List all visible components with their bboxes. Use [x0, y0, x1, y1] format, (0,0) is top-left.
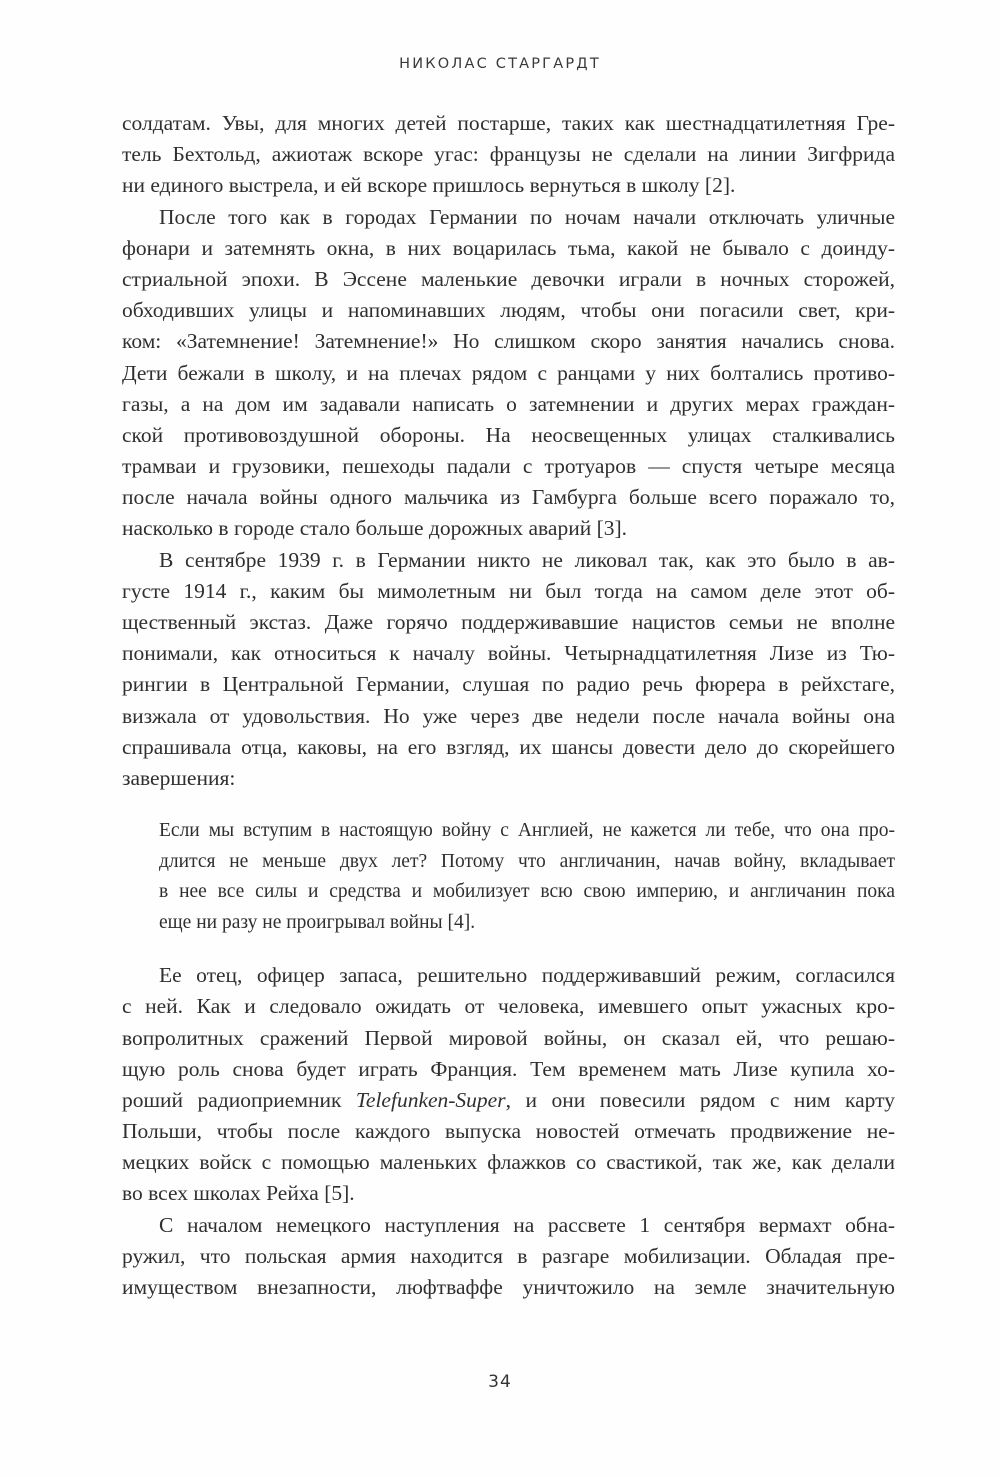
text-line: вопролитных сражений Первой мировой войны, он сказал ей, что решаю-	[122, 1025, 895, 1050]
running-head: НИКОЛАС СТАРГАРДТ	[399, 56, 601, 72]
block-quote	[159, 816, 895, 938]
text-line: визжала от удовольствия. Но уже через две недели после начала войны она	[122, 703, 895, 728]
text-line: густе 1914 г., каким бы мимолетным ни был тогда на самом деле этот об-	[122, 578, 895, 603]
text-line: тель Бехтольд, ажиотаж вскоре угас: французы не сделали на линии Зигфрида	[122, 142, 895, 167]
text-line: роший радиоприемник Telefunken-Super, и они повесили рядом с ним карту	[122, 1087, 896, 1112]
page-number: 34	[488, 1372, 512, 1392]
paragraph	[122, 1210, 895, 1304]
text-line: рингии в Центральной Германии, слушая по радио речь фюрера в рейхстаге,	[122, 672, 895, 697]
text-line: мецких войск с помощью маленьких флажков со свастикой, так же, как делали	[122, 1150, 895, 1175]
text-line: имуществом внезапности, люфтваффе уничтожило на земле значительную	[122, 1275, 895, 1299]
body-text	[122, 108, 895, 1303]
text-line: понимали, как относиться к началу войны. Четырнадцатилетняя Лизе из Тю-	[122, 641, 895, 666]
text-line: насколько в городе стало больше дорожных аварий [3].	[122, 516, 628, 541]
text-line: обходивших улицы и напоминавших людям, чтобы они погасили свет, кри-	[122, 298, 895, 323]
text-line: солдатам. Увы, для многих детей постарше, таких как шестнадцатилетняя Гре-	[122, 111, 895, 135]
text-line: стриальной эпохи. В Эссене маленькие девочки играли в ночных сторожей,	[122, 266, 895, 291]
paragraph	[122, 545, 895, 795]
text-line: ком: «Затемнение! Затемнение!» Но слишком скоро занятия начались снова.	[122, 329, 895, 354]
text-line: в нее все силы и средства и мобилизует всю свою империю, и англичанин пока	[159, 881, 895, 903]
text-line: В сентябре 1939 г. в Германии никто не ликовал так, как это было в ав-	[159, 547, 895, 572]
text-line: Польши, чтобы после каждого выпуска новостей отмечать продвижение не-	[122, 1119, 895, 1144]
text-line: ни единого выстрела, и ей вскоре пришлось вернуться в школу [2].	[122, 173, 736, 198]
paragraph	[122, 108, 895, 202]
text-line: фонари и затемнять окна, в них воцарилась тьма, какой не бывало с доинду-	[122, 235, 895, 260]
text-line: завершения:	[122, 765, 236, 790]
text-line: ружил, что польская армия находится в разгаре мобилизации. Обладая пре-	[122, 1243, 895, 1268]
text-line: Если мы вступим в настоящую войну с Англией, не кажется ли тебе, что она про-	[159, 820, 895, 842]
text-line: длится не меньше двух лет? Потому что англичанин, начав войну, вкладывает	[159, 850, 895, 872]
italic-term: Telefunken-Super	[355, 1087, 506, 1112]
text-line: щественный экстаз. Даже горячо поддерживавшие нацистов семьи не вполне	[122, 610, 895, 634]
text-line: спрашивала отца, каковы, на его взгляд, их шансы довести дело до скорейшего	[122, 734, 895, 759]
text-line: трамваи и грузовики, пешеходы падали с тротуаров — спустя четыре месяца	[122, 454, 895, 479]
paragraph	[122, 960, 895, 1210]
text-line: Ее отец, офицер запаса, решительно поддерживавший режим, согласился	[159, 963, 895, 988]
text-line: После того как в городах Германии по ночам начали отключать уличные	[159, 204, 895, 229]
text-line: еще ни разу не проигрывал войны [4].	[159, 911, 476, 933]
text-line: ской противовоздушной обороны. На неосвещенных улицах сталкивались	[122, 422, 895, 447]
text-line: газы, а на дом им задавали написать о затемнении и других мерах граждан-	[122, 391, 895, 416]
text-line: после начала войны одного мальчика из Гамбурга больше всего поражало то,	[122, 485, 895, 510]
paragraph	[122, 202, 895, 545]
text-line: щую роль снова будет играть Франция. Тем временем мать Лизе купила хо-	[122, 1056, 895, 1081]
text-line: С началом немецкого наступления на рассвете 1 сентября вермахт обна-	[159, 1212, 895, 1237]
text-line: с ней. Как и следовало ожидать от человека, имевшего опыт ужасных кро-	[122, 994, 895, 1019]
text-line: Дети бежали в школу, и на плечах рядом с ранцами у них болтались противо-	[122, 360, 895, 385]
text-line: во всех школах Рейха [5].	[122, 1181, 355, 1206]
